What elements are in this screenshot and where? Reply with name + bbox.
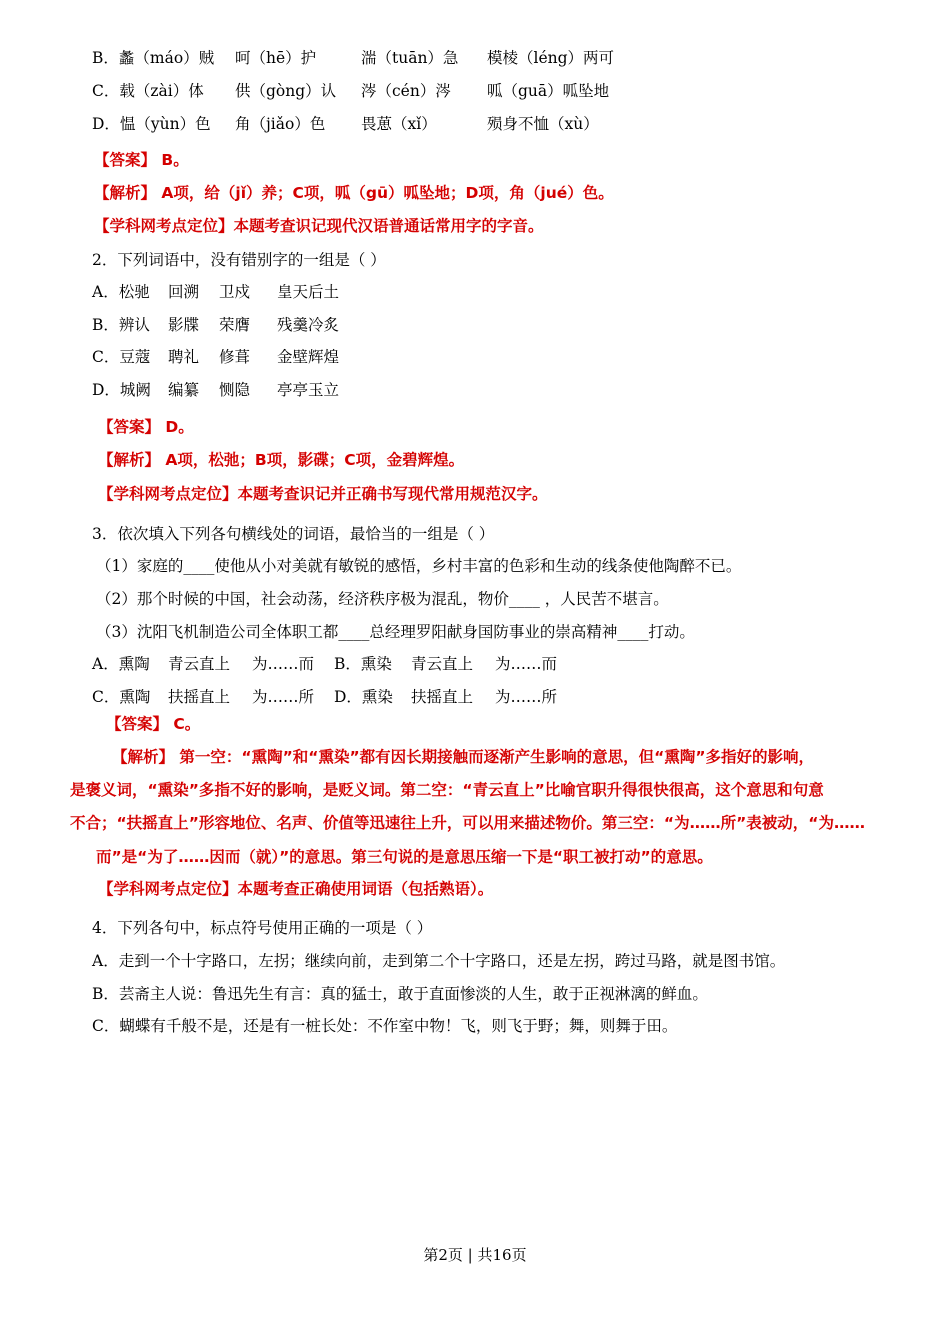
q1-point: 【学科网考点定位】本题考查识记现代汉语普通话常用字的字音。 bbox=[94, 217, 544, 235]
q3-analysis-line-1: 【解析】 第一空：“熏陶”和“熏染”都有因长期接触而逐渐产生影响的意思，但“熏陶”多指好的影响， bbox=[112, 748, 815, 766]
option-cell: 恻隐 bbox=[219, 381, 251, 399]
option-cell: C．熏陶 bbox=[92, 688, 151, 706]
option-cell: C．豆蔻 bbox=[92, 348, 151, 366]
option-cell: 湍（tuān）急 bbox=[361, 49, 459, 67]
option-cell: 扶摇直上 bbox=[411, 688, 474, 706]
q3-analysis-line-3: 不合；“扶摇直上”形容地位、名声、价值等迅速往上升，可以用来描述物价。第三空：“为……所”表被动，“为…… bbox=[70, 814, 865, 832]
q2-point: 【学科网考点定位】本题考查识记并正确书写现代常用规范汉字。 bbox=[98, 485, 548, 503]
option-cell: D．熏染 bbox=[334, 688, 393, 706]
q3-analysis-line-2: 是褒义词，“熏染”多指不好的影响，是贬义词。第二空：“青云直上”比喻官职升得很快很高，这个意思和句意 bbox=[70, 781, 824, 799]
option-cell: 呵（hē）护 bbox=[235, 49, 317, 67]
option-cell: 殒身不恤（xù） bbox=[487, 115, 599, 133]
q3-analysis-line-4: 而”是“为了……因而（就）”的意思。第三句说的是意思压缩一下是“职工被打动”的意思。 bbox=[96, 848, 713, 866]
option-cell: 为……所 bbox=[252, 688, 315, 706]
option-cell: A．松驰 bbox=[92, 283, 150, 301]
q4-option-a: A．走到一个十字路口，左拐；继续向前，走到第二个十字路口，还是左拐，跨过马路，就是图书馆。 bbox=[92, 952, 786, 970]
option-cell: 供（gòng）认 bbox=[235, 82, 337, 100]
option-cell: D．城阙 bbox=[92, 381, 151, 399]
option-cell: 涔（cén）涔 bbox=[361, 82, 451, 100]
option-cell: 荣膺 bbox=[219, 316, 251, 334]
option-cell: B．蠡（máo）贼 bbox=[92, 49, 215, 67]
q1-answer: 【答案】 B。 bbox=[94, 151, 189, 169]
option-cell: 为……而 bbox=[495, 655, 558, 673]
option-cell: B．熏染 bbox=[334, 655, 392, 673]
q3-sentence-1: （1）家庭的____使他从小对美就有敏锐的感悟，乡村丰富的色彩和生动的线条使他陶醉不已。 bbox=[96, 557, 742, 575]
option-cell: 回溯 bbox=[168, 283, 200, 301]
q1-analysis: 【解析】 A项，给（jǐ）养；C项，呱（gū）呱坠地；D项，角（jué）色。 bbox=[94, 184, 614, 202]
option-cell: 卫戍 bbox=[219, 283, 251, 301]
q4-option-c: C．蝴蝶有千般不是，还是有一桩长处：不作室中物！飞，则飞于野；舞，则舞于田。 bbox=[92, 1017, 678, 1035]
q2-answer: 【答案】 D。 bbox=[98, 418, 194, 436]
option-cell: D．愠（yùn）色 bbox=[92, 115, 211, 133]
q2-stem: 2．下列词语中，没有错别字的一组是（ ） bbox=[92, 251, 386, 269]
option-cell: C．载（zài）体 bbox=[92, 82, 204, 100]
q4-option-b: B．芸斋主人说：鲁迅先生有言：真的猛士，敢于直面惨淡的人生，敢于正视淋漓的鲜血。 bbox=[92, 985, 708, 1003]
option-cell: 金壁辉煌 bbox=[277, 348, 340, 366]
option-cell: 青云直上 bbox=[411, 655, 474, 673]
option-cell: B．辨认 bbox=[92, 316, 150, 334]
option-cell: 为……而 bbox=[252, 655, 315, 673]
q3-answer: 【答案】 C。 bbox=[106, 715, 201, 733]
q2-analysis: 【解析】 A项，松弛；B项，影碟；C项，金碧辉煌。 bbox=[98, 451, 465, 469]
option-cell: 亭亭玉立 bbox=[277, 381, 340, 399]
option-cell: 为……所 bbox=[495, 688, 558, 706]
option-cell: 皇天后土 bbox=[277, 283, 340, 301]
option-cell: 呱（guā）呱坠地 bbox=[487, 82, 610, 100]
q3-sentence-2: （2）那个时候的中国，社会动荡，经济秩序极为混乱，物价____ ，人民苦不堪言。 bbox=[96, 590, 669, 608]
option-cell: 修葺 bbox=[219, 348, 251, 366]
q3-point: 【学科网考点定位】本题考查正确使用词语（包括熟语）。 bbox=[98, 880, 494, 898]
q3-sentence-3: （3）沈阳飞机制造公司全体职工都____总经理罗阳献身国防事业的崇高精神____打动。 bbox=[96, 623, 695, 641]
option-cell: 影牒 bbox=[168, 316, 200, 334]
option-cell: A．熏陶 bbox=[92, 655, 150, 673]
option-cell: 编纂 bbox=[168, 381, 200, 399]
q3-stem: 3．依次填入下列各句横线处的词语，最恰当的一组是（ ） bbox=[92, 525, 495, 543]
option-cell: 残羹冷炙 bbox=[277, 316, 340, 334]
option-cell: 角（jiǎo）色 bbox=[235, 115, 326, 133]
option-cell: 畏葸（xǐ） bbox=[361, 115, 437, 133]
option-cell: 模棱（léng）两可 bbox=[487, 49, 615, 67]
option-cell: 聘礼 bbox=[168, 348, 200, 366]
q4-stem: 4．下列各句中，标点符号使用正确的一项是（ ） bbox=[92, 919, 433, 937]
page-footer: 第2页 | 共16页 bbox=[423, 1246, 527, 1264]
option-cell: 扶摇直上 bbox=[168, 688, 231, 706]
option-cell: 青云直上 bbox=[168, 655, 231, 673]
